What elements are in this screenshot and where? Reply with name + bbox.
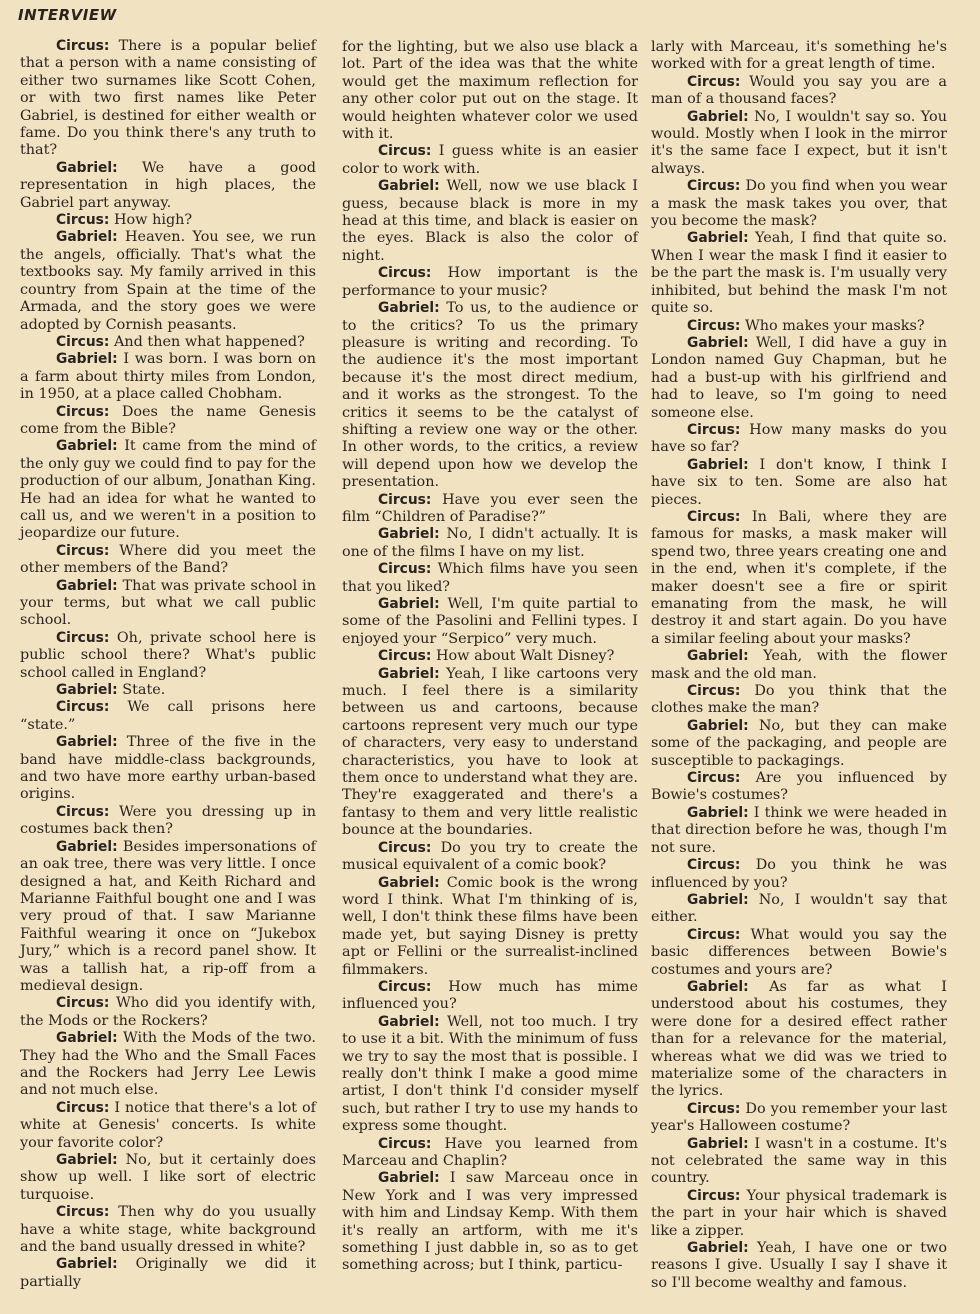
speaker-label: Circus: <box>687 1187 741 1204</box>
interview-paragraph <box>342 648 638 665</box>
speaker-label: Circus: <box>378 839 432 856</box>
speaker-label: Gabriel: <box>378 178 440 195</box>
paragraph-text: To us, to the audience or to the critics? To us the primary pleasure is writing and recording. To the audience it's the most important because it's the most direct medium, and it works as the strongest. To the critics it seems to be the catalyst of shifting a review one way or the other. In other words, to the critics, a review will depend upon how we develop the presentation. <box>342 300 638 491</box>
interview-paragraph <box>342 1136 638 1171</box>
paragraph-text: No, I wouldn't say so. You would. Mostly when I look in the mirror it's the same face I expect, but it isn't always. <box>651 108 947 177</box>
interview-paragraph <box>20 630 316 682</box>
interview-paragraph <box>651 718 947 770</box>
interview-paragraph <box>651 648 947 683</box>
interview-paragraph <box>651 805 947 857</box>
speaker-label: Gabriel: <box>56 1256 118 1273</box>
speaker-label: Circus: <box>56 403 110 420</box>
speaker-label: Circus: <box>687 770 741 787</box>
interview-paragraph <box>342 265 638 300</box>
speaker-label: Gabriel: <box>56 159 118 176</box>
paragraph-text: Yeah, I have one or two reasons I give. Usually I say I shave it so I'll become wealthy and famous. <box>651 1240 947 1291</box>
paragraph-text: No, I wouldn't say that either. <box>651 891 947 926</box>
paragraph-text: I saw Marceau once in New York and I was very impressed with him and Lindsay Kemp. With them it's really an artform, with me it's something I just dabble in, so as to get something across; but I think, particu- <box>342 1170 638 1274</box>
paragraph-text: Who did you identify with, the Mods or the Rockers? <box>20 995 316 1029</box>
speaker-label: Circus: <box>56 699 110 716</box>
speaker-label: Circus: <box>56 629 110 646</box>
interview-paragraph <box>20 160 316 212</box>
column-3 <box>651 39 947 1292</box>
speaker-label: Circus: <box>687 178 741 195</box>
paragraph-text: Originally we did it partially <box>20 1256 316 1290</box>
speaker-label: Gabriel: <box>687 456 749 473</box>
paragraph-text: Then why do you usually have a white stage, white background and the band usually dressed in white? <box>20 1204 316 1256</box>
speaker-label: Circus: <box>378 1135 432 1152</box>
speaker-label: Circus: <box>687 683 741 700</box>
interview-paragraph <box>20 804 316 839</box>
speaker-label: Circus: <box>687 421 741 438</box>
interview-paragraph <box>651 318 947 335</box>
interview-paragraph <box>20 404 316 439</box>
speaker-label: Gabriel: <box>56 1030 118 1047</box>
interview-paragraph <box>651 927 947 979</box>
interview-paragraph <box>651 770 947 805</box>
interview-paragraph <box>342 840 638 875</box>
speaker-label: Gabriel: <box>56 838 118 855</box>
interview-paragraph <box>651 979 947 1101</box>
interview-paragraph <box>651 109 947 179</box>
paragraph-text: Yeah, I find that quite so. When I wear the mask I find it easier to be the part the mask is. I'm usually very inhibited, but behind the mask I'm not quite so. <box>651 230 947 317</box>
speaker-label: Circus: <box>56 38 110 54</box>
paragraph-text: There is a popular belief that a person with a name consisting of either two surnames like Scott Cohen, or with two first names like Peter Gabriel, is destined for either wealth or fame. Do you think there's any truth to that? <box>20 38 316 159</box>
interview-paragraph <box>651 457 947 509</box>
paragraph-text: I don't know, I think I have six to ten. Some are also hat pieces. <box>651 456 947 508</box>
speaker-label: Gabriel: <box>378 526 440 543</box>
interview-paragraph <box>651 74 947 109</box>
speaker-label: Gabriel: <box>687 717 749 734</box>
speaker-label: Gabriel: <box>56 577 118 594</box>
interview-paragraph <box>20 682 316 699</box>
paragraph-text: That was private school in your terms, but what we call public school. <box>20 577 316 629</box>
speaker-label: Circus: <box>56 1099 110 1116</box>
interview-paragraph <box>342 526 638 561</box>
speaker-label: Circus: <box>378 491 432 508</box>
paragraph-text: How much has mime influenced you? <box>342 978 638 1013</box>
interview-paragraph <box>651 1101 947 1136</box>
speaker-label: Circus: <box>378 978 432 995</box>
speaker-label: Gabriel: <box>378 1170 440 1187</box>
interview-paragraph <box>20 38 316 160</box>
interview-paragraph <box>651 422 947 457</box>
speaker-label: Circus: <box>687 857 741 874</box>
interview-paragraph <box>20 212 316 229</box>
paragraph-text: Do you think that the clothes make the man? <box>651 683 947 717</box>
speaker-label: Gabriel: <box>687 230 749 247</box>
speaker-label: Circus: <box>687 1100 741 1117</box>
interview-paragraph <box>651 683 947 718</box>
interview-paragraph <box>651 509 947 648</box>
interview-paragraph <box>651 892 947 927</box>
speaker-label: Gabriel: <box>687 891 749 908</box>
interview-paragraph <box>342 666 638 840</box>
interview-paragraph <box>20 1030 316 1100</box>
paragraph-text: Well, not too much. I try to use it a bit. With the minimum of fuss we try to say the most that is possible. I really don't think I make a good mime artist, I don't think I'd consider myself such, but rather I try to use my hands to express some thought. <box>342 1013 638 1135</box>
interview-paragraph <box>651 1240 947 1292</box>
interview-paragraph <box>20 1100 316 1152</box>
interview-paragraph <box>20 1256 316 1291</box>
speaker-label: Gabriel: <box>687 804 749 821</box>
speaker-label: Gabriel: <box>56 1152 118 1168</box>
speaker-label: Gabriel: <box>378 874 440 891</box>
interview-paragraph <box>20 839 316 996</box>
paragraph-text: Who makes your masks? <box>740 317 925 334</box>
paragraph-text: Have you ever seen the film “Children of Paradise?” <box>342 491 638 525</box>
interview-paragraph <box>342 596 638 648</box>
paragraph-text: for the lighting, but we also use black a lot. Part of the idea was that the white would get the maximum reflection for any other color put out on the stage. It would heighten whatever color we used with it. <box>342 39 638 143</box>
paragraph-text: Three of the five in the band have middle-class backgrounds, and two have more earthy urban-based origins. <box>20 734 316 803</box>
paragraph-text: Yeah, with the flower mask and the old man. <box>651 648 947 682</box>
paragraph-text: We call prisons here “state.” <box>20 699 316 733</box>
paragraph-text: Heaven. You see, we run the angels, officially. That's what the textbooks say. My family arrived in this country from Spain at the time of the Armada, and the story goes we were adopted by Cornish peasants. <box>20 229 316 333</box>
paragraph-text: State. <box>117 682 166 699</box>
interview-paragraph <box>342 39 638 143</box>
speaker-label: Circus: <box>56 542 110 559</box>
paragraph-text: No, but it certainly does show up well. I like sort of electric turquoise. <box>20 1152 316 1203</box>
interview-paragraph <box>342 300 638 491</box>
speaker-label: Gabriel: <box>56 351 118 368</box>
speaker-label: Circus: <box>378 561 432 578</box>
speaker-label: Gabriel: <box>687 1135 749 1152</box>
interview-paragraph <box>20 578 316 630</box>
interview-paragraph <box>651 230 947 317</box>
interview-paragraph <box>651 178 947 230</box>
paragraph-text: How many masks do you have so far? <box>651 421 947 456</box>
paragraph-text: How important is the performance to your music? <box>342 265 638 299</box>
paragraph-text: No, I didn't actually. It is one of the films I have on my list. <box>342 526 638 560</box>
paragraph-text: Which films have you seen that you liked? <box>342 561 638 595</box>
interview-paragraph <box>20 229 316 333</box>
speaker-label: Gabriel: <box>56 734 118 751</box>
speaker-label: Circus: <box>378 265 432 282</box>
speaker-label: Circus: <box>56 995 110 1012</box>
paragraph-text: No, but they can make some of the packaging, and people are susceptible to packagings. <box>651 717 947 769</box>
speaker-label: Gabriel: <box>378 665 440 682</box>
interview-paragraph <box>342 875 638 979</box>
interview-paragraph <box>651 39 947 74</box>
speaker-label: Gabriel: <box>687 334 749 351</box>
speaker-label: Gabriel: <box>687 108 749 125</box>
paragraph-text: Where did you meet the other members of the Band? <box>20 542 316 577</box>
paragraph-text: Do you remember your last year's Halloween costume? <box>651 1100 947 1135</box>
speaker-label: Gabriel: <box>56 438 118 455</box>
paragraph-text: Would you say you are a man of a thousand faces? <box>651 73 947 108</box>
paragraph-text: Your physical trademark is the part in your hair which is shaved like a zipper. <box>651 1187 947 1239</box>
interview-paragraph <box>342 1014 638 1136</box>
paragraph-text: larly with Marceau, it's something he's worked with for a great length of time. <box>651 39 947 73</box>
speaker-label: Gabriel: <box>378 1013 440 1030</box>
paragraph-text: We have a good representation in high places, the Gabriel part anyway. <box>20 159 316 211</box>
paragraph-text: And then what happened? <box>109 333 305 350</box>
paragraph-text: I think we were headed in that direction before he was, though I'm not sure. <box>651 804 947 856</box>
paragraph-text: In Bali, where they are famous for masks, a mask maker will spend two, three years creating one and in the end, when it's complete, if the maker doesn't see a fire or spirit emanating from the mask, he will destroy it and start again. Do you have a similar feeling about your masks? <box>651 508 947 647</box>
speaker-label: Gabriel: <box>687 978 749 995</box>
interview-paragraph <box>20 334 316 351</box>
interview-paragraph <box>20 1152 316 1204</box>
speaker-label: Gabriel: <box>56 229 118 246</box>
paragraph-text: Do you think he was influenced by you? <box>651 857 947 891</box>
column-1 <box>20 38 316 1291</box>
speaker-label: Circus: <box>56 333 110 350</box>
interview-paragraph <box>20 543 316 578</box>
speaker-label: Circus: <box>687 508 741 525</box>
interview-paragraph <box>651 1188 947 1240</box>
interview-paragraph <box>651 857 947 892</box>
interview-paragraph <box>342 492 638 527</box>
paragraph-text: As far as what I understood about his costumes, they were done for a desired effect rather than for a relevance for the material, whereas what we did was we tried to materialize some of the characters in the lyrics. <box>651 978 947 1100</box>
paragraph-text: Have you learned from Marceau and Chaplin? <box>342 1135 638 1169</box>
paragraph-text: Were you dressing up in costumes back then? <box>20 803 316 838</box>
interview-paragraph <box>20 699 316 734</box>
speaker-label: Gabriel: <box>56 682 118 699</box>
speaker-label: Circus: <box>378 648 432 665</box>
interview-paragraph <box>651 1136 947 1188</box>
interview-paragraph <box>20 734 316 804</box>
speaker-label: Circus: <box>687 926 741 943</box>
paragraph-text: Comic book is the wrong word I think. What I'm thinking of is, well, I don't think these films have been made yet, but saying Disney is pretty apt or Fellini or the surrealist-inclined filmmakers. <box>342 874 638 978</box>
paragraph-text: What would you say the basic differences between Bowie's costumes and yours are? <box>651 926 947 978</box>
speaker-label: Circus: <box>378 143 432 160</box>
paragraph-text: How about Walt Disney? <box>431 648 615 665</box>
interview-paragraph <box>20 351 316 403</box>
paragraph-text: Besides impersonations of an oak tree, there was very little. I once designed a hat, and Keith Richard and Marianne Faithful bought one and I was very proud of that. I saw Marianne Faithful wearing it once on “Jukebox Jury,” which is a record panel show. It was a tallish hat, a rip-off from a medieval design. <box>20 838 316 994</box>
speaker-label: Gabriel: <box>378 596 440 612</box>
column-2 <box>342 39 638 1275</box>
speaker-label: Circus: <box>56 803 110 820</box>
paragraph-text: Does the name Genesis come from the Bible? <box>20 403 316 437</box>
paragraph-text: Well, I did have a guy in London named Guy Chapman, but he had a bust-up with his girlfriend and had to leave, so I'm going to need someone else. <box>651 334 947 421</box>
interview-paragraph <box>342 1170 638 1274</box>
paragraph-text: Yeah, I like cartoons very much. I feel there is a similarity between us and cartoons, because cartoons represent very much our type of characters, very easy to understand characteristics, you have to look at them once to understand what they are. They're exaggerated and there's a fantasy to them and very little realistic bounce at the boundaries. <box>342 665 638 839</box>
paragraph-text: I wasn't in a costume. It's not celebrated the same way in this country. <box>651 1135 947 1187</box>
section-label: INTERVIEW <box>18 6 117 24</box>
interview-paragraph <box>651 335 947 422</box>
interview-paragraph <box>20 438 316 542</box>
paragraph-text: Do you try to create the musical equivalent of a comic book? <box>342 839 638 874</box>
paragraph-text: Well, I'm quite partial to some of the Pasolini and Fellini types. I enjoyed your “Serpico” very much. <box>342 596 638 647</box>
paragraph-text: With the Mods of the two. They had the Who and the Small Faces and the Rockers had Jerry Lee Lewis and not much else. <box>20 1030 316 1099</box>
paragraph-text: How high? <box>109 212 193 229</box>
paragraph-text: Do you find when you wear a mask the mask takes you over, that you become the mask? <box>651 178 947 230</box>
paragraph-text: I notice that there's a lot of white at Genesis' concerts. Is white your favorite color? <box>20 1099 316 1151</box>
speaker-label: Circus: <box>56 212 110 229</box>
paragraph-text: Well, now we use black I guess, because black is more in my head at this time, and black is easier on the eyes. Black is also the color of night. <box>342 178 638 264</box>
speaker-label: Gabriel: <box>378 300 440 317</box>
speaker-label: Circus: <box>687 73 741 90</box>
paragraph-text: Oh, private school here is public school there? What's public school called in England? <box>20 629 316 681</box>
speaker-label: Gabriel: <box>687 648 749 665</box>
paragraph-text: I guess white is an easier color to work with. <box>342 143 638 177</box>
paragraph-text: Are you influenced by Bowie's costumes? <box>651 770 947 804</box>
speaker-label: Gabriel: <box>687 1240 749 1257</box>
interview-paragraph <box>342 178 638 265</box>
interview-paragraph <box>342 143 638 178</box>
interview-paragraph <box>342 561 638 596</box>
paragraph-text: It came from the mind of the only guy we could find to pay for the production of our album, Jonathan King. He had an idea for what he wanted to call us, and we weren't in a position to jeopardize our future. <box>20 438 316 542</box>
interview-paragraph <box>20 1204 316 1256</box>
interview-paragraph <box>20 995 316 1030</box>
speaker-label: Circus: <box>687 317 741 334</box>
speaker-label: Circus: <box>56 1204 110 1221</box>
interview-paragraph <box>342 979 638 1014</box>
paragraph-text: I was born. I was born on a farm about thirty miles from London, in 1950, at a place called Chobham. <box>20 351 316 403</box>
